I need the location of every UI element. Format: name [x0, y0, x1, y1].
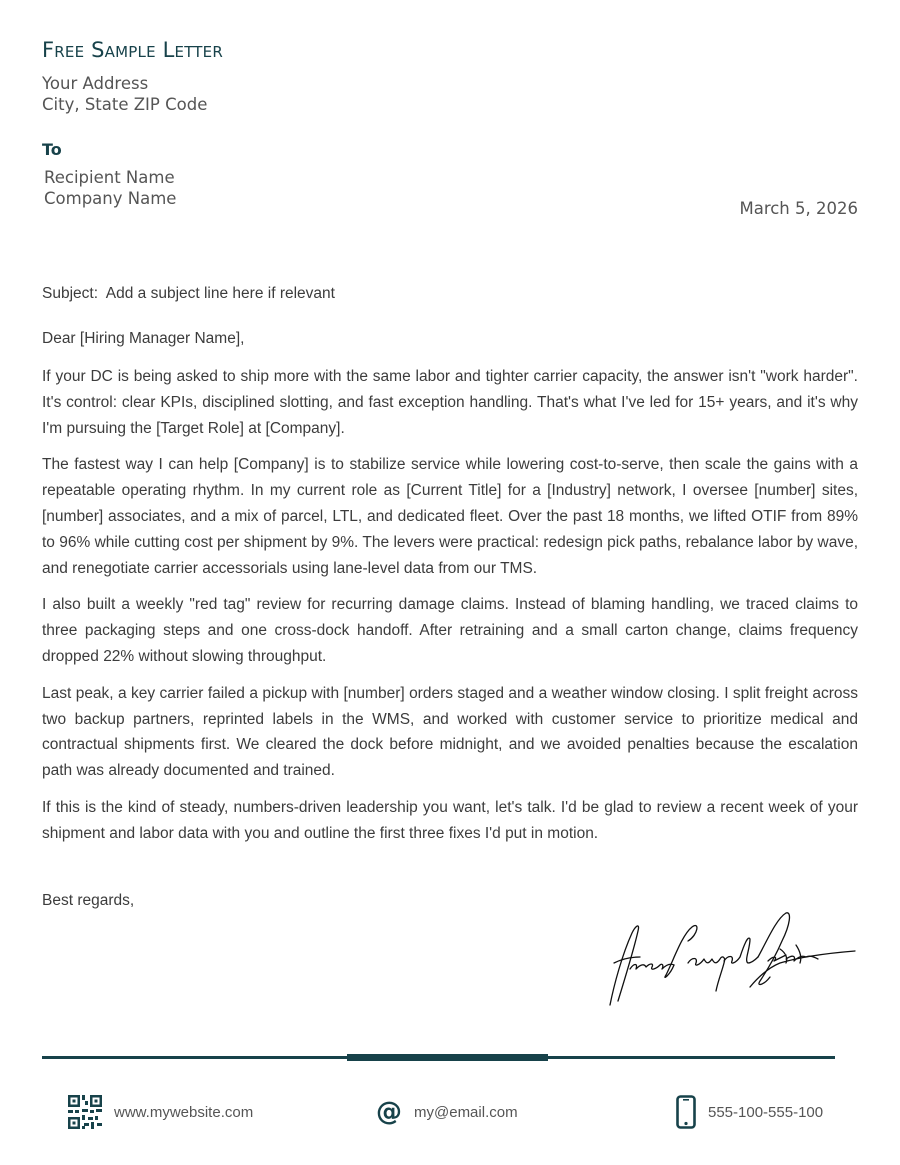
phone-text[interactable]: 555-100-555-100 — [708, 1103, 824, 1121]
body-paragraph: If your DC is being asked to ship more with the same labor and tighter carrier capacity, the answer isn't "work harder". It's control: clear KPIs, disciplined slotting, and fast exception handling. That's what I've led for 15+ years, and it's why I'm pursuing the [Target Role] at [Company]. — [42, 368, 858, 437]
sender-address-line1: Your Address — [42, 74, 149, 93]
subject-line: Subject: Add a subject line here if relevant — [42, 285, 335, 302]
at-sign-icon: @ — [376, 1097, 402, 1127]
website-text[interactable]: www.mywebsite.com — [114, 1103, 254, 1121]
email-text[interactable]: my@email.com — [414, 1103, 518, 1121]
body-paragraph: Last peak, a key carrier failed a pickup with [number] orders staged and a weather window closing. I split freight across two backup partners, reprinted labels in the WMS, and worked with customer service to prioritize medical and contractual shipments first. We cleared the dock before midnight, and we avoided penalties because the escalation path was already documented and trained. — [42, 684, 858, 780]
closing: Best regards, — [42, 892, 135, 909]
body-paragraph: I also built a weekly "red tag" review for recurring damage claims. Instead of blaming handling, we traced claims to three packaging steps and one cross-dock handoff. After retraining and a small carton change, claims frequency dropped 22% without slowing throughput. — [42, 596, 858, 665]
footer-website — [68, 1094, 253, 1130]
mobile-phone-icon — [676, 1095, 696, 1129]
qr-code-icon — [68, 1095, 102, 1129]
sender-address — [42, 73, 207, 115]
letter-title: Free Sample Letter — [42, 38, 223, 62]
sender-address-line2: City, State ZIP Code — [42, 95, 208, 114]
recipient-company: Company Name — [44, 189, 177, 208]
footer-phone — [676, 1094, 823, 1130]
letter-body — [42, 364, 858, 858]
footer-email — [376, 1094, 518, 1130]
recipient-name: Recipient Name — [44, 168, 175, 187]
to-label: To — [42, 140, 62, 159]
signature-image — [600, 905, 860, 1015]
body-paragraph: The fastest way I can help [Company] is to stabilize service while lowering cost-to-serve, then scale the gains with a repeatable operating rhythm. In my current role as [Current Title] for a [Industry] network, I oversee [number] sites, [number] associates, and a mix of parcel, LTL, and dedicated fleet. Over the past 18 months, we lifted OTIF from 89% to 96% while cutting cost per shipment by 9%. The levers were practical: redesign pick paths, rebalance labor by wave, and renegotiate carrier accessorials using lane-level data from our TMS. — [42, 456, 858, 577]
salutation: Dear [Hiring Manager Name], — [42, 330, 245, 347]
letter-date: March 5, 2026 — [739, 199, 858, 218]
body-paragraph: If this is the kind of steady, numbers-driven leadership you want, let's talk. I'd be glad to review a recent week of your shipment and labor data with you and outline the first three fixes I'd put in motion. — [42, 798, 858, 842]
recipient-block — [44, 167, 176, 209]
footer-divider-accent — [347, 1054, 548, 1061]
